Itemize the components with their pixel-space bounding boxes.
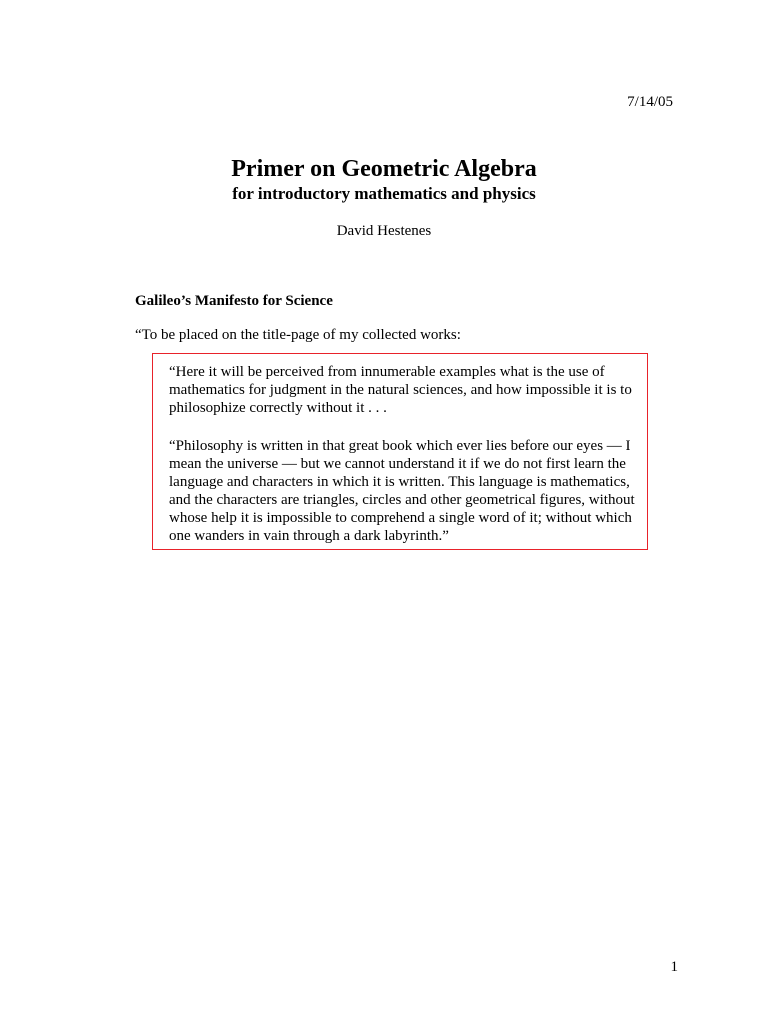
page-number: 1 [670, 959, 678, 975]
section-heading: Galileo’s Manifesto for Science [135, 293, 333, 309]
document-title: Primer on Geometric Algebra [231, 156, 537, 182]
quote-box [152, 353, 648, 550]
quote-paragraph-1: “Here it will be perceived from innumerable examples what is the use of mathematics for judgment in the natural sciences, and how impossible it is to philosophize correctly without it . . . [169, 364, 632, 416]
document-author: David Hestenes [336, 223, 432, 239]
section-intro: “To be placed on the title-page of my collected works: [135, 327, 461, 343]
quote-paragraph-2: “Philosophy is written in that great book which ever lies before our eyes — I mean the universe — but we cannot understand it if we do not first learn the language and characters in which it is written. This language is mathematics, and the characters are triangles, circles and other geometrical figures, without whose help it is impossible to comprehend a single word of it; without which one wanders in vain through a dark labyrinth.” [169, 438, 635, 544]
document-date: 7/14/05 [627, 94, 673, 110]
document-subtitle: for introductory mathematics and physics [232, 184, 536, 203]
